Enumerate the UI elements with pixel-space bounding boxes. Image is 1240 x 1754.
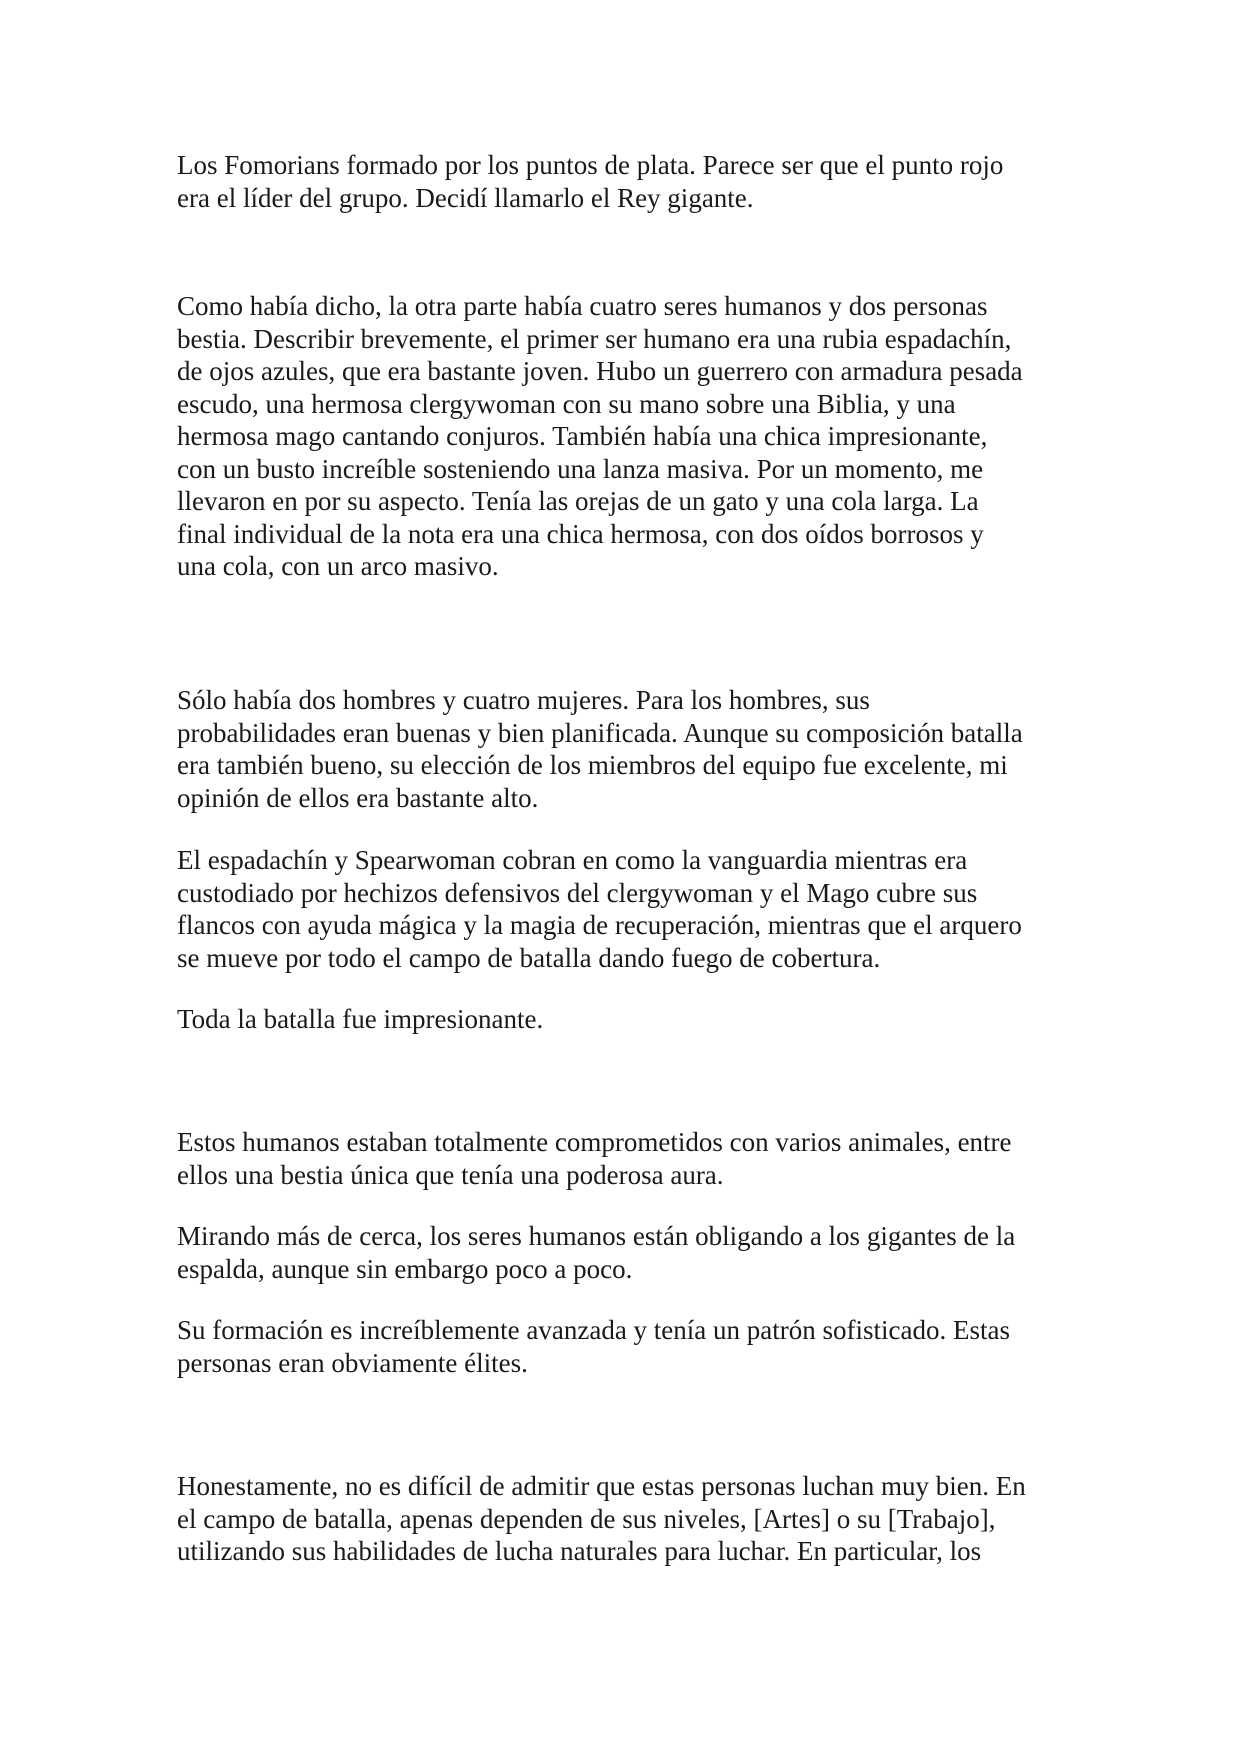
text-line: utilizando sus habilidades de lucha naturales para luchar. En particular, los bbox=[177, 1536, 982, 1566]
text-line: era el líder del grupo. Decidí llamarlo el Rey gigante. bbox=[177, 182, 754, 213]
text-line: espalda, aunque sin embargo poco a poco. bbox=[177, 1253, 633, 1284]
text-line: probabilidades eran buenas y bien planificada. Aunque su composición batalla bbox=[177, 717, 1023, 748]
text-line: Mirando más de cerca, los seres humanos están obligando a los gigantes de la bbox=[177, 1221, 1016, 1251]
text-line: se mueve por todo el campo de batalla dando fuego de cobertura. bbox=[177, 942, 881, 973]
text-line: hermosa mago cantando conjuros. También había una chica impresionante, bbox=[177, 421, 988, 451]
text-line: Sólo había dos hombres y cuatro mujeres. Para los hombres, sus bbox=[177, 685, 870, 715]
text-line: Estos humanos estaban totalmente comprometidos con varios animales, entre bbox=[177, 1127, 1012, 1157]
text-line: de ojos azules, que era bastante joven. Hubo un guerrero con armadura pesada bbox=[177, 356, 1023, 386]
text-line: personas eran obviamente élites. bbox=[177, 1347, 528, 1378]
paragraph-1 bbox=[177, 149, 1077, 214]
paragraph-3 bbox=[177, 684, 1077, 814]
text-line: Como había dicho, la otra parte había cuatro seres humanos y dos personas bbox=[177, 291, 988, 321]
paragraph-6 bbox=[177, 1126, 1077, 1191]
paragraph-4 bbox=[177, 844, 1077, 974]
paragraph-5 bbox=[177, 1003, 1077, 1036]
text-line: Su formación es increíblemente avanzada y tenía un patrón sofisticado. Estas bbox=[177, 1315, 1010, 1345]
text-line: flancos con ayuda mágica y la magia de recuperación, mientras que el arquero bbox=[177, 910, 1022, 940]
text-line: Toda la batalla fue impresionante. bbox=[177, 1004, 544, 1034]
text-line: Honestamente, no es difícil de admitir que estas personas luchan muy bien. En bbox=[177, 1471, 1026, 1501]
text-line: El espadachín y Spearwoman cobran en como la vanguardia mientras era bbox=[177, 845, 968, 875]
text-line: custodiado por hechizos defensivos del clergywoman y el Mago cubre sus bbox=[177, 877, 978, 908]
paragraph-2 bbox=[177, 290, 1077, 583]
text-line: llevaron en por su aspecto. Tenía las orejas de un gato y una cola larga. La bbox=[177, 486, 979, 516]
text-line: el campo de batalla, apenas dependen de sus niveles, [Artes] o su [Trabajo], bbox=[177, 1503, 996, 1534]
text-line: una cola, con un arco masivo. bbox=[177, 551, 499, 581]
text-line: Los Fomorians formado por los puntos de plata. Parece ser que el punto rojo bbox=[177, 150, 1004, 180]
text-line: con un busto increíble sosteniendo una lanza masiva. Por un momento, me bbox=[177, 453, 984, 484]
text-line: ellos una bestia única que tenía una poderosa aura. bbox=[177, 1159, 724, 1190]
paragraph-8 bbox=[177, 1314, 1077, 1379]
text-line: escudo, una hermosa clergywoman con su mano sobre una Biblia, y una bbox=[177, 388, 956, 419]
text-line: era también bueno, su elección de los miembros del equipo fue excelente, mi bbox=[177, 750, 1008, 780]
paragraph-9 bbox=[177, 1470, 1077, 1568]
text-line: bestia. Describir brevemente, el primer ser humano era una rubia espadachín, bbox=[177, 323, 1012, 354]
text-line: final individual de la nota era una chica hermosa, con dos oídos borrosos y bbox=[177, 518, 984, 549]
paragraph-7 bbox=[177, 1220, 1077, 1285]
text-line: opinión de ellos era bastante alto. bbox=[177, 782, 539, 813]
